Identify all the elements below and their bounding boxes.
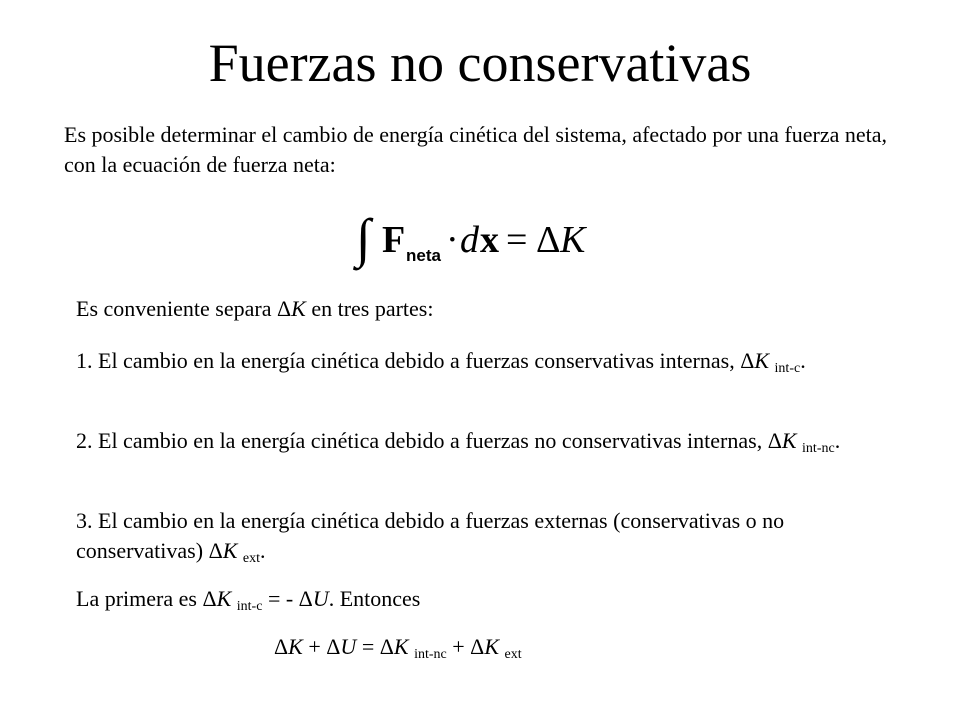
delta-symbol: Δ [536, 219, 561, 261]
net-force-equation [356, 208, 616, 272]
kinetic-k: K [560, 219, 586, 261]
list-item-3: 3. El cambio en la energía cinética debido a fuerzas externas (conservativas o no conservativas) ΔK $_{ext}$. [76, 508, 785, 566]
energy-equation: ΔK + ΔU = ΔK $_{int-nc}$ + ΔK $_{ext}$ [274, 634, 522, 662]
list-item-1: 1. El cambio en la energía cinética debido a fuerzas conservativas internas, ΔK $_{int-c}$. [76, 348, 806, 376]
page-title: Fuerzas no conservativas [208, 33, 752, 93]
intro-paragraph: Es posible determinar el cambio de energía cinética del sistema, afectado por una fuerza neta, con la ecuación de fuerza neta: [64, 122, 888, 177]
force-subscript: neta [406, 246, 441, 265]
split-intro: Es conveniente separa ΔK en tres partes: [76, 296, 434, 321]
displacement-x: x [480, 219, 499, 261]
list-item-2: 2. El cambio en la energía cinética debido a fuerzas no conservativas internas, ΔK $_{int-nc}$. [76, 428, 841, 456]
equals-sign: = [506, 219, 528, 261]
force-symbol: F [382, 219, 406, 261]
first-term-line: La primera es ΔK $_{int-c}$ = - ΔU. Entonces [76, 586, 421, 614]
differential-d: d [460, 219, 479, 261]
integral-sign: ∫ [356, 208, 371, 268]
dot-operator: · [446, 219, 459, 261]
